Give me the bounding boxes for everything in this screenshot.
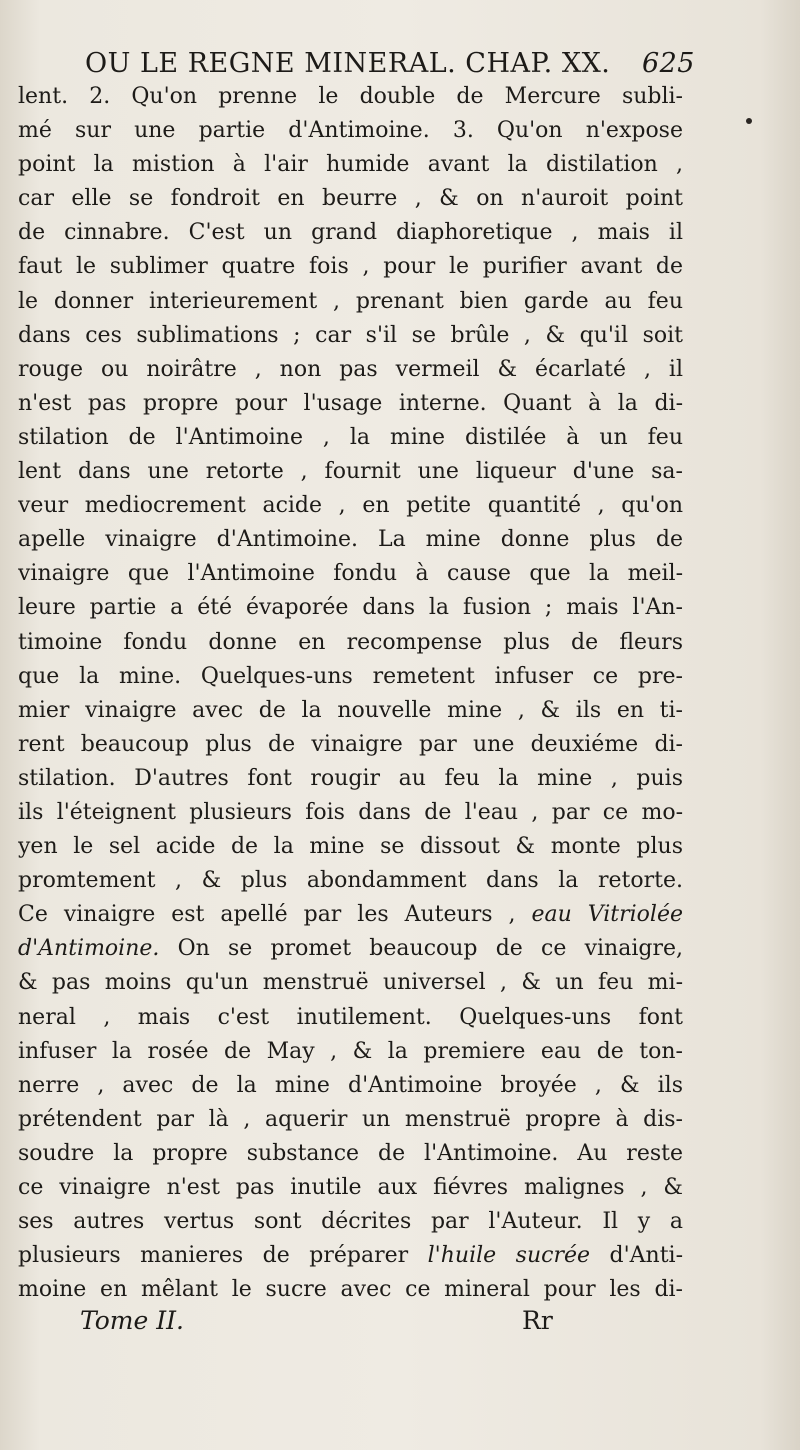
text-line (18, 626, 683, 660)
text-segment: promtement , & plus abondamment dans la retorte. (18, 868, 683, 894)
italic-text: d'Antimoine. (18, 936, 160, 962)
text-segment: lent dans une retorte , fournit une liqueur d'une sa- (18, 459, 683, 485)
text-segment: leure partie a été évaporée dans la fusion ; mais l'An- (18, 595, 683, 621)
text-segment: mier vinaigre avec de la nouvelle mine , & ils en ti- (18, 697, 683, 723)
text-line (18, 455, 683, 489)
text-line (18, 114, 683, 148)
text-segment: ils l'éteignent plusieurs fois dans de l'eau , par ce mo- (18, 799, 683, 825)
text-line (18, 387, 683, 421)
text-segment: le donner interieurement , prenant bien garde au feu (18, 288, 683, 314)
text-segment: timoine fondu donne en recompense plus de fleurs (18, 629, 683, 655)
text-segment: d'Anti- (590, 1243, 683, 1269)
text-line (18, 80, 683, 114)
text-line (18, 557, 683, 591)
text-line (18, 148, 683, 182)
italic-text: eau Vitriolée (531, 902, 683, 928)
text-segment: vinaigre que l'Antimoine fondu à cause que la meil- (18, 561, 683, 587)
text-segment: plusieurs manieres de préparer (18, 1243, 428, 1269)
text-segment: moine en mêlant le sucre avec ce mineral pour les di- (18, 1277, 683, 1303)
text-line (18, 762, 683, 796)
text-line (18, 1069, 683, 1103)
running-head-title: OU LE REGNE MINERAL. CHAP. XX. (85, 48, 611, 79)
running-head (85, 42, 695, 82)
text-line (18, 489, 683, 523)
text-segment: car elle se fondroit en beurre , & on n'auroit point (18, 186, 683, 212)
text-segment: lent. 2. Qu'on prenne le double de Mercure subli- (18, 84, 683, 109)
signature-mark: Rr (522, 1306, 553, 1335)
text-segment: stilation. D'autres font rougir au feu la mine , puis (18, 765, 683, 791)
text-segment: de cinnabre. C'est un grand diaphoretique , mais il (18, 220, 683, 246)
text-segment: On se promet beaucoup de ce vinaigre, (159, 936, 683, 962)
text-segment: infuser la rosée de May , & la premiere eau de ton- (18, 1038, 683, 1064)
text-line (18, 1239, 683, 1273)
text-segment: apelle vinaigre d'Antimoine. La mine donne plus de (18, 527, 683, 553)
text-segment: soudre la propre substance de l'Antimoine. Au reste (18, 1140, 683, 1166)
text-segment: nerre , avec de la mine d'Antimoine broyée , & ils (18, 1072, 683, 1098)
text-segment: rent beaucoup plus de vinaigre par une deuxiéme di- (18, 731, 683, 757)
text-line (18, 250, 683, 284)
text-line (18, 796, 683, 830)
text-line (18, 1205, 683, 1239)
text-line (18, 694, 683, 728)
text-segment: prétendent par là , aquerir un menstruë propre à dis- (18, 1106, 683, 1132)
text-segment: dans ces sublimations ; car s'il se brûle , & qu'il soit (18, 322, 683, 348)
text-segment: neral , mais c'est inutilement. Quelques-uns font (18, 1004, 683, 1030)
text-line (18, 1035, 683, 1069)
page-number: 625 (641, 48, 695, 79)
italic-text: l'huile sucrée (427, 1243, 590, 1269)
text-line (18, 216, 683, 250)
text-segment: Ce vinaigre est apellé par les Auteurs , (18, 902, 532, 928)
text-segment: n'est pas propre pour l'usage interne. Quant à la di- (18, 390, 683, 416)
text-line (18, 728, 683, 762)
text-segment: mé sur une partie d'Antimoine. 3. Qu'on n'expose (18, 118, 683, 144)
text-line (18, 898, 683, 932)
text-line (18, 966, 683, 1000)
text-line (18, 830, 683, 864)
text-segment: stilation de l'Antimoine , la mine distilée à un feu (18, 424, 683, 450)
text-segment: veur mediocrement acide , en petite quantité , qu'on (18, 493, 683, 519)
text-line (18, 1103, 683, 1137)
text-segment: & pas moins qu'un menstruë universel , & un feu mi- (18, 970, 683, 996)
text-line (18, 285, 683, 319)
text-line (18, 1171, 683, 1205)
text-segment: point la mistion à l'air humide avant la distilation , (18, 152, 683, 178)
text-line (18, 182, 683, 216)
body-text (18, 80, 683, 1307)
text-line (18, 864, 683, 898)
text-line (18, 353, 683, 387)
text-line (18, 1137, 683, 1171)
text-segment: rouge ou noirâtre , non pas vermeil & écarlaté , il (18, 356, 683, 382)
text-segment: faut le sublimer quatre fois , pour le purifier avant de (18, 254, 683, 280)
text-line (18, 421, 683, 455)
text-segment: que la mine. Quelques-uns remetent infuser ce pre- (18, 663, 683, 689)
text-line (18, 932, 683, 966)
text-line (18, 591, 683, 625)
text-segment: ses autres vertus sont décrites par l'Auteur. Il y a (18, 1209, 683, 1235)
ink-speck (746, 118, 752, 124)
page-footer (80, 1302, 580, 1342)
text-segment: yen le sel acide de la mine se dissout & monte plus (18, 834, 683, 860)
volume-label: Tome II. (80, 1306, 184, 1335)
text-line (18, 1001, 683, 1035)
text-segment: ce vinaigre n'est pas inutile aux fiévres malignes , & (18, 1175, 683, 1200)
text-line (18, 660, 683, 694)
text-line (18, 523, 683, 557)
text-line (18, 319, 683, 353)
